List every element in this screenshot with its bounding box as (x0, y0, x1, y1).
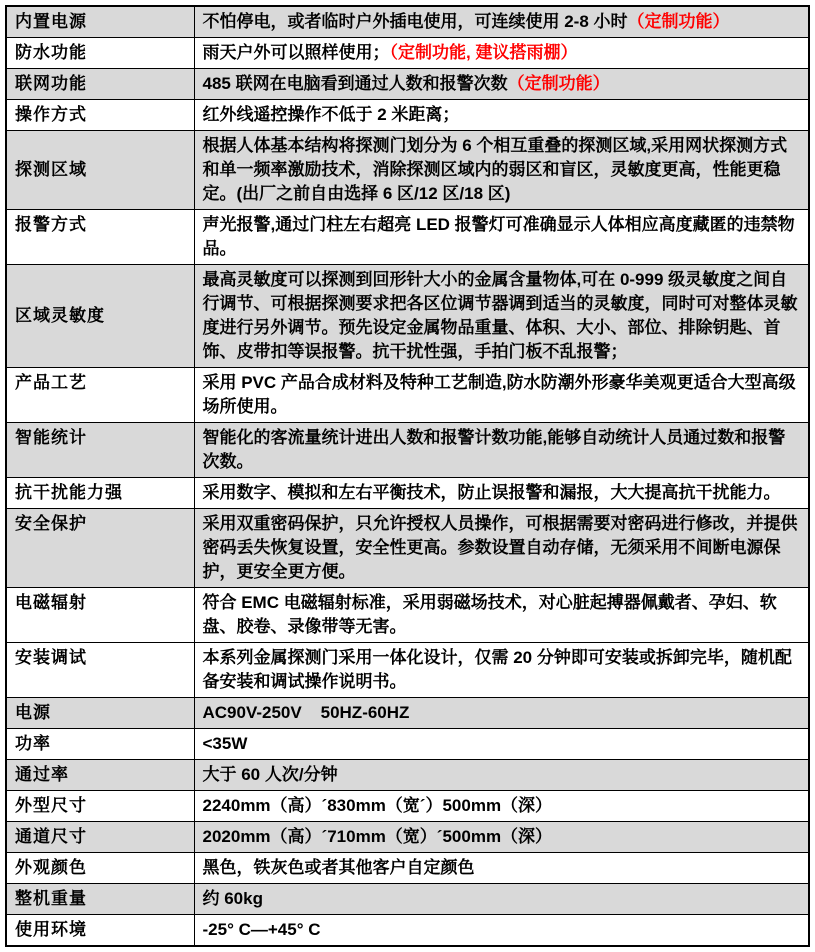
spec-text: 采用数字、模拟和左右平衡技术，防止误报警和漏报，大大提高抗干扰能力。 (202, 483, 781, 502)
table-row (6, 643, 809, 698)
table-row (6, 509, 809, 588)
spec-value (194, 509, 809, 588)
spec-table (5, 5, 810, 947)
table-row (6, 884, 809, 915)
spec-value (194, 698, 809, 729)
spec-value (194, 38, 809, 69)
table-row (6, 131, 809, 210)
table-row (6, 478, 809, 509)
spec-text: 2240mm（高）´830mm（宽´）500mm（深） (202, 796, 553, 815)
spec-value (194, 368, 809, 423)
spec-text: 大于 60 人次/分钟 (202, 765, 338, 784)
table-row (6, 265, 809, 368)
table-row (6, 698, 809, 729)
spec-value (194, 760, 809, 791)
table-row (6, 210, 809, 265)
spec-label: 联网功能 (6, 69, 194, 100)
spec-text: 本系列金属探测门采用一体化设计，仅需 20 分钟即可安装或拆卸完毕，随机配备安装和调试操作说明书。 (202, 648, 792, 691)
spec-value (194, 822, 809, 853)
table-row (6, 69, 809, 100)
spec-value (194, 100, 809, 131)
spec-label: 报警方式 (6, 210, 194, 265)
spec-value (194, 588, 809, 643)
spec-label: 探测区域 (6, 131, 194, 210)
table-row (6, 915, 809, 947)
spec-label: 区域灵敏度 (6, 265, 194, 368)
spec-text: 采用双重密码保护，只允许授权人员操作，可根据需要对密码进行修改，并提供密码丢失恢复设置，安全性更高。参数设置自动存储，无须采用不间断电源保护，更安全更方便。 (202, 514, 798, 581)
spec-value (194, 478, 809, 509)
spec-label: 防水功能 (6, 38, 194, 69)
spec-value (194, 853, 809, 884)
spec-text: 2020mm（高）´710mm（宽）´500mm（深） (202, 827, 553, 846)
spec-label: 操作方式 (6, 100, 194, 131)
spec-text: 485 联网在电脑看到通过人数和报警次数 (202, 74, 508, 93)
spec-value (194, 423, 809, 478)
spec-value (194, 884, 809, 915)
spec-text: AC90V-250V 50HZ-60HZ (202, 703, 410, 722)
custom-feature-highlight: （定制功能, 建议搭雨棚） (389, 43, 578, 62)
spec-label: 外观颜色 (6, 853, 194, 884)
spec-label: 抗干扰能力强 (6, 478, 194, 509)
spec-label: 功率 (6, 729, 194, 760)
spec-label: 安全保护 (6, 509, 194, 588)
spec-text: 最高灵敏度可以探测到回形针大小的金属含量物体,可在 0-999 级灵敏度之间自行调节、可根据探测要求把各区位调节器调到适当的灵敏度，同时可对整体灵敏度进行另外调节。预先设定金属物品重量、体积、大小、部位、排除钥匙、首饰、皮带扣等误报警。抗干扰性强，手拍门板不乱报警； (202, 270, 798, 361)
spec-text: -25° C—+45° C (202, 920, 321, 939)
spec-text: 黑色，铁灰色或者其他客户自定颜色 (202, 858, 475, 877)
custom-feature-highlight: （定制功能） (627, 12, 730, 31)
spec-label: 安装调试 (6, 643, 194, 698)
spec-table-body (6, 6, 809, 946)
table-row (6, 822, 809, 853)
spec-label: 通过率 (6, 760, 194, 791)
spec-value (194, 69, 809, 100)
spec-value (194, 643, 809, 698)
spec-value (194, 265, 809, 368)
spec-label: 外型尺寸 (6, 791, 194, 822)
table-row (6, 368, 809, 423)
table-row (6, 6, 809, 38)
spec-text: 约 60kg (202, 889, 263, 908)
spec-label: 电磁辐射 (6, 588, 194, 643)
spec-text: 根据人体基本结构将探测门划分为 6 个相互重叠的探测区域,采用网状探测方式和单一频率激励技术，消除探测区域内的弱区和盲区，灵敏度更高，性能更稳定。(出厂之前自由选择 6 区/12 区/18 区) (202, 136, 788, 203)
table-row (6, 100, 809, 131)
spec-label: 电源 (6, 698, 194, 729)
spec-text: 红外线遥控操作不低于 2 米距离； (202, 105, 460, 124)
spec-value (194, 915, 809, 947)
spec-label: 产品工艺 (6, 368, 194, 423)
spec-label: 整机重量 (6, 884, 194, 915)
spec-value (194, 791, 809, 822)
table-row (6, 588, 809, 643)
table-row (6, 760, 809, 791)
spec-label: 通道尺寸 (6, 822, 194, 853)
spec-label: 使用环境 (6, 915, 194, 947)
spec-text: 声光报警,通过门柱左右超亮 LED 报警灯可准确显示人体相应高度藏匿的违禁物品。 (202, 215, 795, 258)
table-row (6, 853, 809, 884)
spec-label: 智能统计 (6, 423, 194, 478)
spec-value (194, 210, 809, 265)
spec-value (194, 6, 809, 38)
spec-text: 采用 PVC 产品合成材料及特种工艺制造,防水防潮外形豪华美观更适合大型高级场所使用。 (202, 373, 796, 416)
spec-text: <35W (202, 734, 248, 753)
custom-feature-highlight: （定制功能） (507, 74, 610, 93)
table-row (6, 791, 809, 822)
table-row (6, 423, 809, 478)
spec-text: 符合 EMC 电磁辐射标准，采用弱磁场技术，对心脏起搏器佩戴者、孕妇、软盘、胶卷、录像带等无害。 (202, 593, 777, 636)
spec-value (194, 729, 809, 760)
table-row (6, 38, 809, 69)
table-row (6, 729, 809, 760)
spec-value (194, 131, 809, 210)
spec-text: 雨天户外可以照样使用； (202, 43, 390, 62)
spec-text: 智能化的客流量统计进出人数和报警计数功能,能够自动统计人员通过数和报警次数。 (202, 428, 786, 471)
spec-label: 内置电源 (6, 6, 194, 38)
spec-text: 不怕停电，或者临时户外插电使用，可连续使用 2-8 小时 (202, 12, 628, 31)
